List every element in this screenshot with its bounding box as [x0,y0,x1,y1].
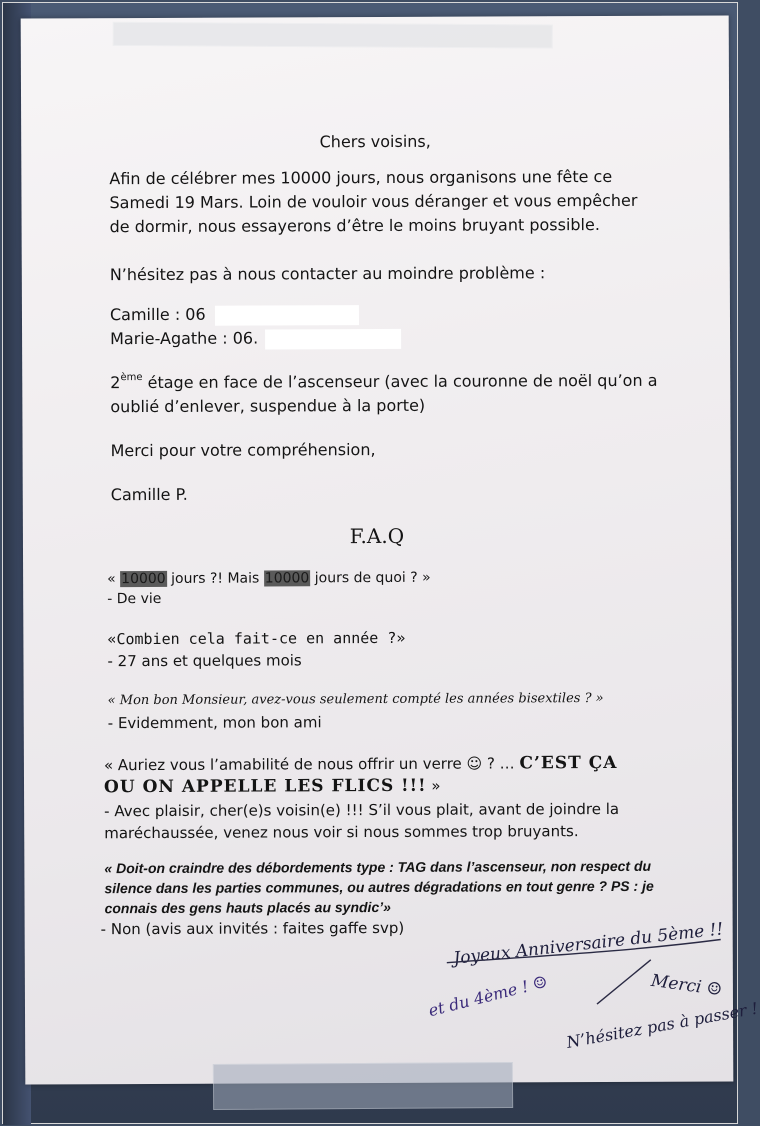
floor-line-1 [110,370,657,394]
contact-marie-agathe [110,327,401,350]
redacted-phone-camille [215,305,359,326]
handwritten-underline [445,935,725,966]
handwritten-stroke [595,956,655,1006]
q4-close-quote: » [426,776,441,795]
thanks-line: Merci pour votre compréhension, [110,440,376,461]
q1-mid: jours ?! Mais [166,570,264,587]
faq-answer-4-line-1: - Avec plaisir, cher(e)s voisin(e) !!! S’il vous plait, avant de joindre la [104,799,620,821]
q4-text: « Auriez vous l’amabilité de nous offrir un verre ☺ ? … [103,754,520,775]
faq-title: F.A.Q [349,523,405,549]
q1-highlight-a: 10000 [121,570,166,588]
handwritten-note-invite: N’hésitez pas à passer ! [564,998,760,1052]
paper-sheet [21,15,760,1084]
floor-text: étage en face de l’ascenseur (avec la couronne de noël qu’on a [142,370,658,393]
redacted-phone-marie-agathe [265,328,401,349]
contact-marie-agathe-label: Marie-Agathe : 06. [110,328,259,349]
signature: Camille P. [110,484,188,505]
contact-intro: N’hésitez pas à nous contacter au moindre problème : [109,263,546,285]
faq-question-4-line-1 [104,752,618,776]
faq-answer-3: - Evidemment, mon bon ami [107,713,322,733]
handwritten-note-birthday: Joyeux Anniversaire du 5ème !! [452,919,725,969]
faq-question-3: « Mon bon Monsieur, avez-vous seulement compté les années bisextiles ? » [107,691,604,709]
faq-answer-1: - De vie [107,590,162,608]
floor-superscript: ème [120,371,143,383]
contact-camille [110,303,359,326]
faq-question-5-line-3: connais des gens hauts placés au syndic’» [104,898,391,917]
tape-strip-top [113,22,553,49]
letter-greeting: Chers voisins, [319,131,431,152]
floor-number: 2 [110,373,121,393]
faq-question-4-line-2 [104,775,441,798]
q4-caps-1: C’EST ÇA [519,752,618,774]
letter-paragraph-line-3: de dormir, nous essayerons d’être le moins bruyant possible. [109,215,600,237]
tape-strip-bottom [213,1062,513,1110]
photo-frame [2,2,760,1124]
q1-highlight-b: 10000 [264,570,310,587]
q1-suffix: jours de quoi ? » [310,569,431,587]
faq-answer-2: - 27 ans et quelques mois [107,651,302,671]
q4-caps-2: OU ON APPELLE LES FLICS !!! [103,775,427,798]
handwritten-note-fourth-floor: et du 4ème ! ☺ [426,971,550,1021]
letter-paragraph-line-2: Samedi 19 Mars. Loin de vouloir vous déranger et vous empêcher [109,190,638,213]
faq-question-1 [107,567,431,590]
faq-answer-5: - Non (avis aux invités : faites gaffe svp) [100,918,405,939]
q1-open-quote: « [107,571,121,588]
faq-question-2: «Combien cela fait-ce en année ?» [107,628,406,649]
faq-question-5-line-2: silence dans les parties communes, ou autres dégradations en tout genre ? PS : je [104,877,654,897]
faq-answer-4-line-2: maréchaussée, venez nous voir si nous sommes trop bruyants. [104,822,579,843]
contact-camille-label: Camille : 06 [109,304,206,325]
floor-line-2: oublié d’enlever, suspendue à la porte) [110,395,426,417]
faq-question-5-line-1: « Doit-on craindre des débordements type : TAG dans l’ascenseur, non respect du [104,857,652,877]
handwritten-note-merci: Merci ☺ [649,970,724,1001]
letter-paragraph-line-1: Afin de célébrer mes 10000 jours, nous organisons une fête ce [109,166,613,189]
